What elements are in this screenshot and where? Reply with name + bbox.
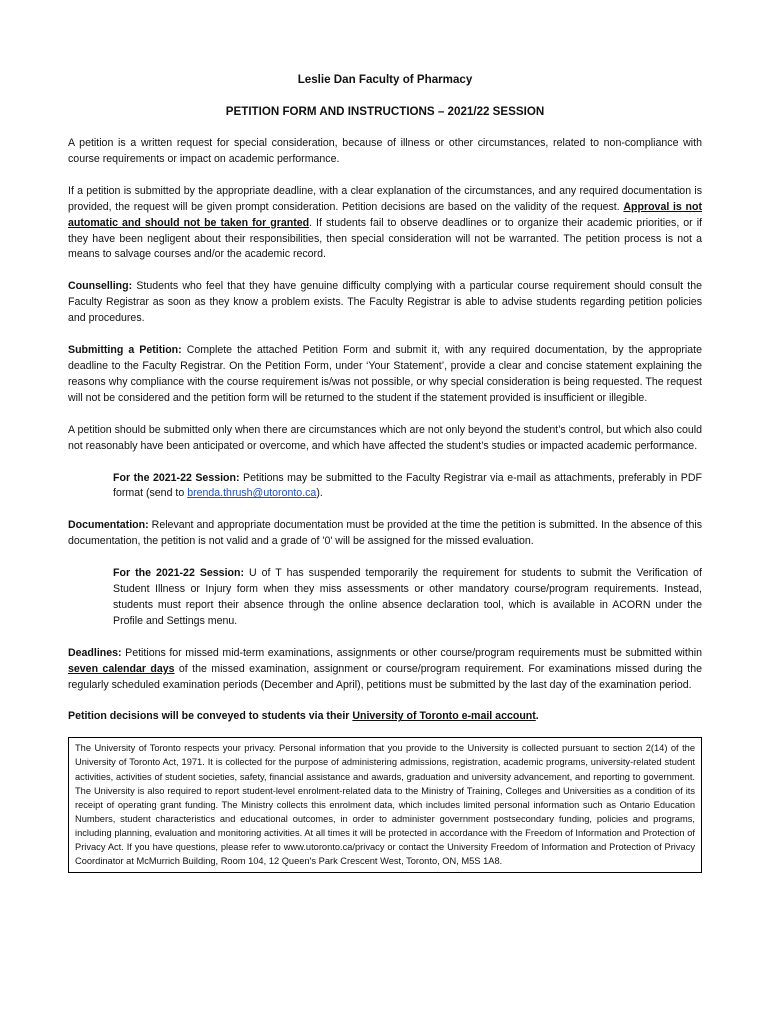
submitting-paragraph xyxy=(68,343,702,407)
decisions-paragraph xyxy=(68,709,702,725)
session-doc-label: For the 2021-22 Session: xyxy=(113,567,244,580)
seven-days-emphasis: seven calendar days xyxy=(68,662,175,675)
deadlines-text-a: Petitions for missed mid-term examinations, assignments or other course/program requirements must be submitted within xyxy=(121,646,702,659)
counselling-text: Students who feel that they have genuine difficulty complying with a particular course requirement should consult the Faculty Registrar as soon as they know a problem exists. The Faculty Registrar is able to advise students regarding petition policies and procedures. xyxy=(68,280,702,325)
faculty-heading: Leslie Dan Faculty of Pharmacy xyxy=(297,73,473,86)
approval-warning: Approval is not automatic and should not be taken for granted xyxy=(68,200,702,229)
decisions-tail: . xyxy=(535,710,539,723)
session-submit-paragraph xyxy=(113,471,702,503)
submitting-label: Submitting a Petition: xyxy=(68,344,182,357)
session-doc-text: U of T has suspended temporarily the requirement for students to submit the Verification of Student Illness or Injury form when they miss assessments or other mandatory course/program requirements. Instead, students must report their absence through the online absence declaration tool, which is available in ACORN under the Profile and Settings menu. xyxy=(113,567,702,627)
consideration-text-a: If a petition is submitted by the appropriate deadline, with a clear explanation of the circumstances, and any required documentation is provided, the request will be given prompt consideration. Petition decisions are based on the validity of the request. xyxy=(68,184,702,213)
counselling-label: Counselling: xyxy=(68,280,133,293)
documentation-label: Documentation: xyxy=(68,519,149,532)
session-submit-text: Petitions may be submitted to the Faculty Registrar via e-mail as attachments, preferably in PDF format (send to xyxy=(113,471,702,500)
deadlines-text-b: of the missed examination, assignment or course/program requirement. For examinations missed during the regularly scheduled examination periods (December and April), petitions must be submitted by the last day of the examination period. xyxy=(68,662,702,691)
privacy-notice-text: The University of Toronto respects your privacy. Personal information that you provide to the University is collected pursuant to section 2(14) of the University of Toronto Act, 1971. It is collected for the purpose of administering admissions, registration, academic programs, university-related student activities, activities of student societies, safety, financial assistance and awards, graduation and university advancement, and reporting to government. The University is also required to report student-level enrolment-related data to the Ministry of Training, Colleges and Universities as a condition of its receipt of operating grant funding. The Ministry collects this enrolment data, which includes limited personal information such as Ontario Education Numbers, student characteristics and educational outcomes, in order to administer government postsecondary funding, policies and programs, including planning, evaluation and monitoring activities. At all times it will be protected in accordance with the Freedom of Information and Protection of Privacy Act. If you have questions, please refer to www.utoronto.ca/privacy or contact the University Freedom of Information and Protection of Privacy Coordinator at McMurrich Building, Room 104, 12 Queen's Park Crescent West, Toronto, ON, M5S 1A8. xyxy=(75,743,695,867)
documentation-paragraph xyxy=(68,518,702,550)
session-submit-tail: ). xyxy=(316,487,323,500)
decisions-text: Petition decisions will be conveyed to students via their xyxy=(68,710,353,723)
counselling-paragraph xyxy=(68,279,702,327)
consideration-paragraph xyxy=(68,184,702,264)
privacy-notice-box xyxy=(68,737,702,873)
intro-paragraph xyxy=(68,136,702,168)
session-submit-label: For the 2021-22 Session: xyxy=(113,471,240,484)
session-doc-paragraph xyxy=(113,566,702,630)
beyond-control-paragraph xyxy=(68,423,702,455)
document-title: PETITION FORM AND INSTRUCTIONS – 2021/22 SESSION xyxy=(225,105,545,118)
registrar-email-link[interactable]: brenda.thrush@utoronto.ca xyxy=(187,487,317,500)
deadlines-paragraph xyxy=(68,646,702,694)
utoronto-email-emphasis: University of Toronto e-mail account xyxy=(352,710,536,723)
documentation-text: Relevant and appropriate documentation must be provided at the time the petition is submitted. In the absence of this documentation, the petition is not valid and a grade of '0' will be assigned for the missed evaluation. xyxy=(68,519,702,548)
submitting-text: Complete the attached Petition Form and submit it, with any required documentation, by the appropriate deadline to the Faculty Registrar. On the Petition Form, under ‘Your Statement’, provide a clear and concise statement explaining the reasons why compliance with the course requirement is/was not possible, or why special consideration is being requested. The request will not be considered and the petition form will be returned to the student if the statement provided is insufficient or illegible. xyxy=(68,344,702,404)
consideration-text-b: . If students fail to observe deadlines or to organize their academic priorities, or if they have been negligent about their responsibilities, then special consideration will not be warranted. The petition process is not a means to salvage courses and/or the academic record. xyxy=(68,216,702,261)
beyond-control-text: A petition should be submitted only when there are circumstances which are not only beyond the student’s control, but which also could not reasonably have been anticipated or overcome, and which have affected the student’s studies or impacted academic performance. xyxy=(68,423,702,452)
deadlines-label: Deadlines: xyxy=(68,646,122,659)
intro-text: A petition is a written request for special consideration, because of illness or other circumstances, related to non-compliance with course requirements or impact on academic performance. xyxy=(68,137,702,165)
document-page xyxy=(68,72,702,873)
